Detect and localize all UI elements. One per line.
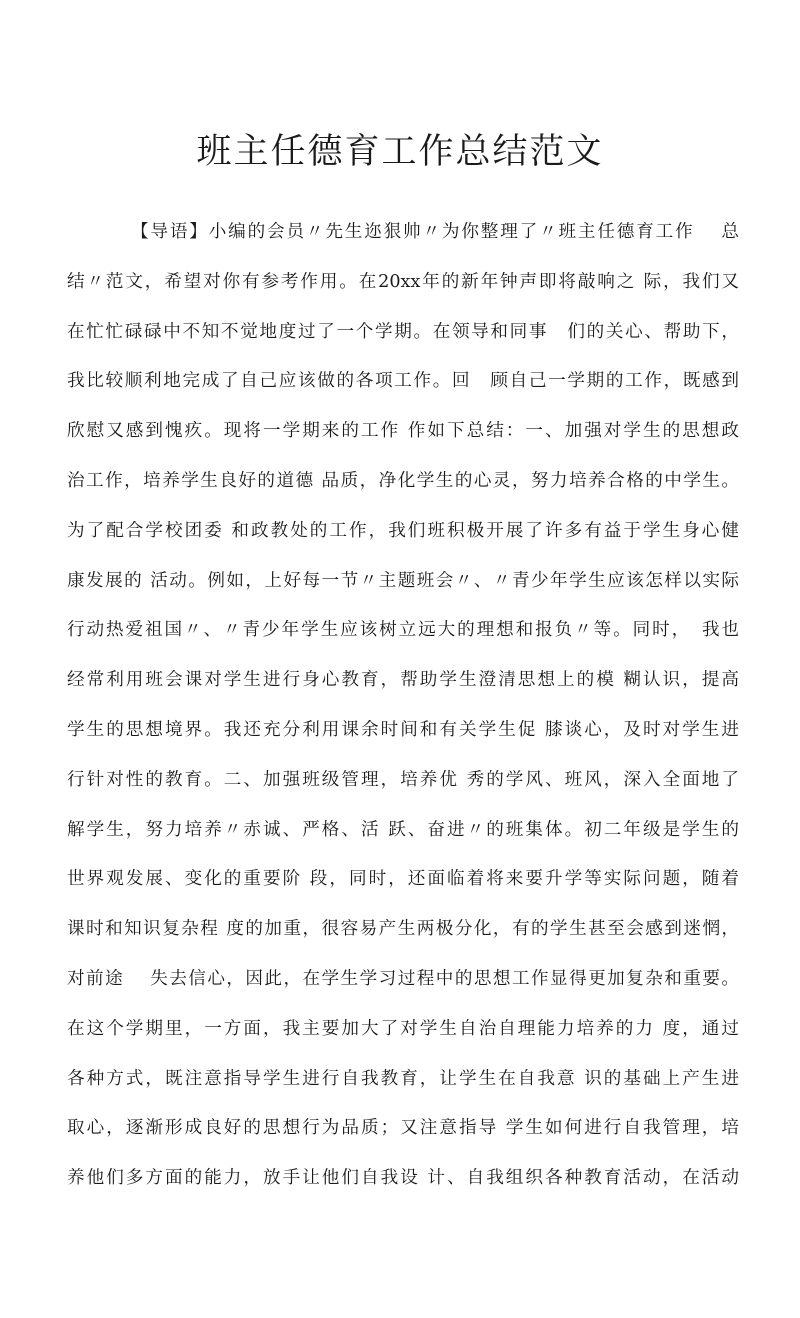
body-line: 结〃范文，希望对你有参考作用。在20xx年的新年钟声即将敲响之 际，我们又	[67, 271, 739, 292]
body-line: 世界观发展、变化的重要阶 段，同时，还面临着将来要升学等实际问题，随着	[67, 869, 739, 890]
body-line: 行针对性的教育。二、加强班级管理，培养优 秀的学风、班风，深入全面地了	[67, 769, 739, 790]
document-title: 班主任德育工作总结范文	[196, 132, 604, 172]
body-line: 解学生，努力培养〃赤诚、严格、活 跃、奋进〃的班集体。初二年级是学生的	[67, 819, 739, 840]
body-line: 取心，逐渐形成良好的思想行为品质；又注意指导 学生如何进行自我管理，培	[67, 1118, 739, 1139]
body-line: 我比较顺利地完成了自己应该做的各项工作。回 顾自己一学期的工作，既感到	[67, 371, 739, 392]
body-line: 在忙忙碌碌中不知不觉地度过了一个学期。在领导和同事 们的关心、帮助下，	[67, 321, 739, 342]
body-line: 各种方式，既注意指导学生进行自我教育，让学生在自我意 识的基础上产生进	[67, 1068, 739, 1089]
body-line: 欣慰又感到愧疚。现将一学期来的工作 作如下总结：一、加强对学生的思想政	[67, 421, 739, 442]
body-line: 学生的思想境界。我还充分利用课余时间和有关学生促 膝谈心，及时对学生进	[67, 719, 739, 740]
body-line: 【导语】小编的会员〃先生迩狠帅〃为你整理了〃班主任德育工作 总	[131, 222, 739, 242]
body-line: 经常利用班会课对学生进行身心教育，帮助学生澄清思想上的模 糊认识，提高	[67, 670, 739, 691]
body-line: 行动热爱祖国〃、〃青少年学生应该树立远大的理想和报负〃等。同时， 我也	[67, 620, 739, 641]
document-body	[67, 208, 739, 1204]
body-line: 在这个学期里，一方面，我主要加大了对学生自治自理能力培养的力 度，通过	[67, 1018, 739, 1039]
body-line: 康发展的 活动。例如，上好每一节〃主题班会〃、〃青少年学生应该怎样以实际	[67, 570, 739, 591]
body-line: 为了配合学校团委 和政教处的工作，我们班积极开展了许多有益于学生身心健	[67, 520, 739, 541]
body-line: 养他们多方面的能力，放手让他们自我设 计、自我组织各种教育活动，在活动	[67, 1168, 739, 1189]
body-line: 课时和知识复杂程 度的加重，很容易产生两极分化，有的学生甚至会感到迷惘，	[67, 919, 739, 940]
body-line: 治工作，培养学生良好的道德 品质，净化学生的心灵，努力培养合格的中学生。	[67, 470, 739, 491]
body-line: 对前途 失去信心，因此，在学生学习过程中的思想工作显得更加复杂和重要。	[67, 968, 739, 989]
